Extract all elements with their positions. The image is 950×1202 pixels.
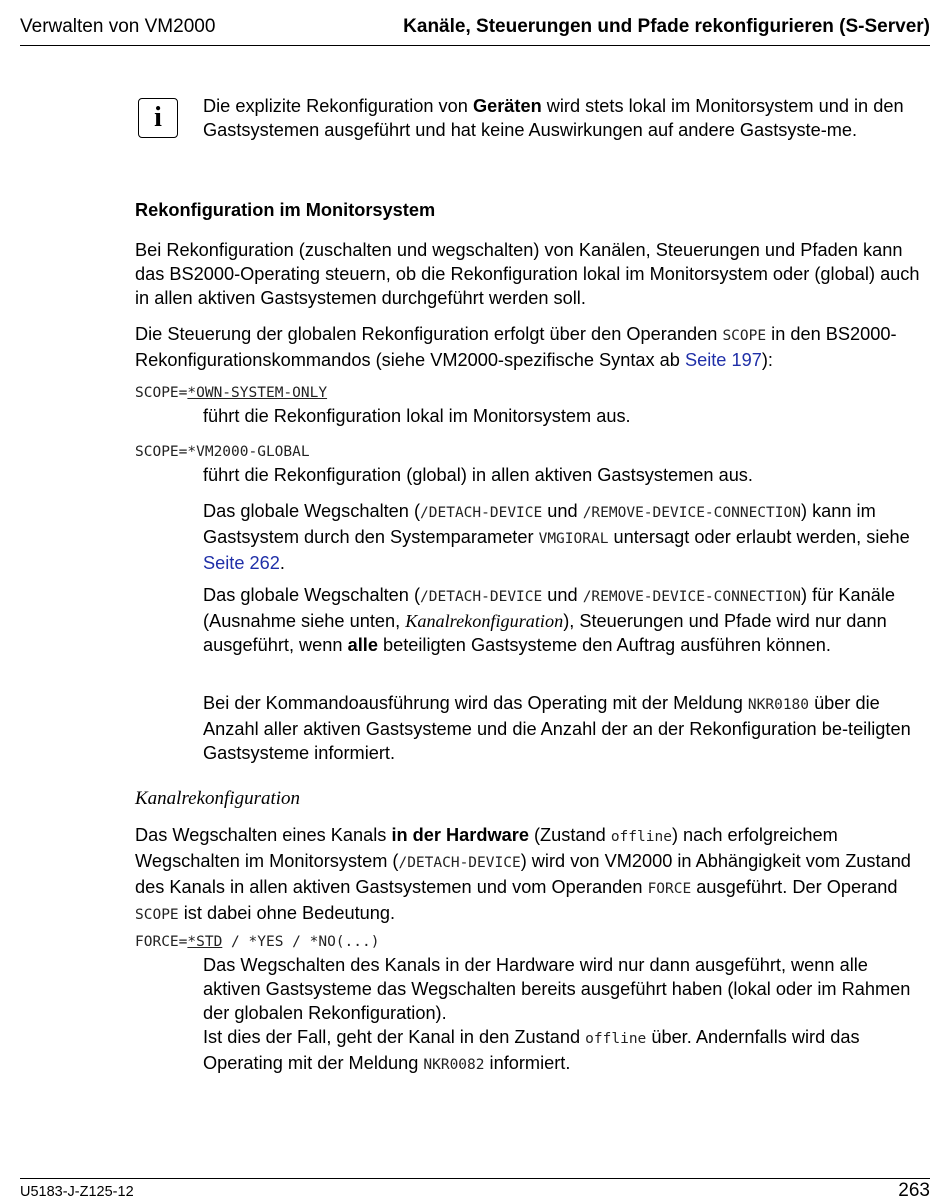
paragraph-scope-control: Die Steuerung der globalen Rekonfiguration erfolgt über den Operanden SCOPE in den BS2000-Rekonfigurationskommandos (siehe VM2000-spezifische Syntax ab Seite 197): bbox=[135, 324, 897, 370]
operand-force-desc: Das Wegschalten des Kanals in der Hardware wird nur dann ausgeführt, wenn alle aktiven Gastsysteme das Wegschalten bereits ausgeführt haben (lokal oder im Rahmen der globalen Rekonfiguration). Ist dies der Fall, geht der Kanal in den Zustand offline über. Andernfalls wird das Operating mit der Meldung NKR0082 informiert. bbox=[203, 955, 911, 1073]
subheading-kanalrekonfiguration: Kanalrekonfiguration bbox=[135, 788, 301, 809]
page-number: 263 bbox=[898, 1180, 930, 1201]
paragraph-reconfiguration: Bei Rekonfiguration (zuschalten und wegschalten) von Kanälen, Steuerungen und Pfaden kann das BS2000-Operating steuern, ob die Rekonfiguration lokal im Monitorsystem oder (global) auch in allen aktiven Gastsystemen durchgeführt werden soll. bbox=[135, 240, 920, 308]
operand-scope-own-system: SCOPE=*OWN-SYSTEM-ONLY bbox=[135, 385, 328, 401]
running-header-chapter: Verwalten von VM2000 bbox=[20, 16, 216, 37]
paragraph-global-detach: Das globale Wegschalten (/DETACH-DEVICE und /REMOVE-DEVICE-CONNECTION) für Kanäle (Ausnahme siehe unten, Kanalrekonfiguration), Steuerungen und Pfade wird nur dann ausgeführt, wenn alle beteiligten Gastsysteme den Auftrag ausführen können. bbox=[203, 585, 895, 655]
header-rule bbox=[20, 45, 930, 46]
info-note: Die explizite Rekonfiguration von Geräten wird stets lokal im Monitorsystem und in den Gastsystemen ausgeführt und hat keine Auswirkungen auf andere Gastsyste-me. bbox=[203, 96, 904, 140]
operand-scope-own-system-desc: führt die Rekonfiguration lokal im Monitorsystem aus. bbox=[203, 406, 631, 426]
operand-scope-global-desc: führt die Rekonfiguration (global) in allen aktiven Gastsystemen aus. bbox=[203, 465, 753, 485]
section-heading: Rekonfiguration im Monitorsystem bbox=[135, 200, 436, 220]
paragraph-nkr0180: Bei der Kommandoausführung wird das Operating mit der Meldung NKR0180 über die Anzahl aller aktiven Gastsysteme und die Anzahl der an der Rekonfiguration be-teiligten Gastsysteme informiert. bbox=[203, 693, 911, 763]
info-icon-glyph: i bbox=[154, 102, 162, 133]
link-seite-262[interactable]: Seite 262 bbox=[203, 553, 280, 573]
footer-rule bbox=[20, 1178, 930, 1179]
info-icon bbox=[138, 98, 178, 138]
running-header-section: Kanäle, Steuerungen und Pfade rekonfigurieren (S-Server) bbox=[403, 16, 930, 37]
paragraph-vmgioral: Das globale Wegschalten (/DETACH-DEVICE und /REMOVE-DEVICE-CONNECTION) kann im Gastsystem durch den Systemparameter VMGIORAL untersagt oder erlaubt werden, siehe Seite 262. bbox=[203, 501, 910, 573]
paragraph-channel-detach: Das Wegschalten eines Kanals in der Hardware (Zustand offline) nach erfolgreichem Wegschalten im Monitorsystem (/DETACH-DEVICE) wird von VM2000 in Abhängigkeit vom Zustand des Kanals in allen aktiven Gastsystemen und vom Operanden FORCE ausgeführt. Der Operand SCOPE ist dabei ohne Bedeutung. bbox=[135, 825, 911, 923]
operand-force: FORCE=*STD / *YES / *NO(...) bbox=[135, 934, 380, 950]
operand-scope-global: SCOPE=*VM2000-GLOBAL bbox=[135, 444, 310, 460]
footer-doc-id: U5183-J-Z125-12 bbox=[20, 1184, 134, 1200]
link-seite-197[interactable]: Seite 197 bbox=[684, 350, 762, 370]
